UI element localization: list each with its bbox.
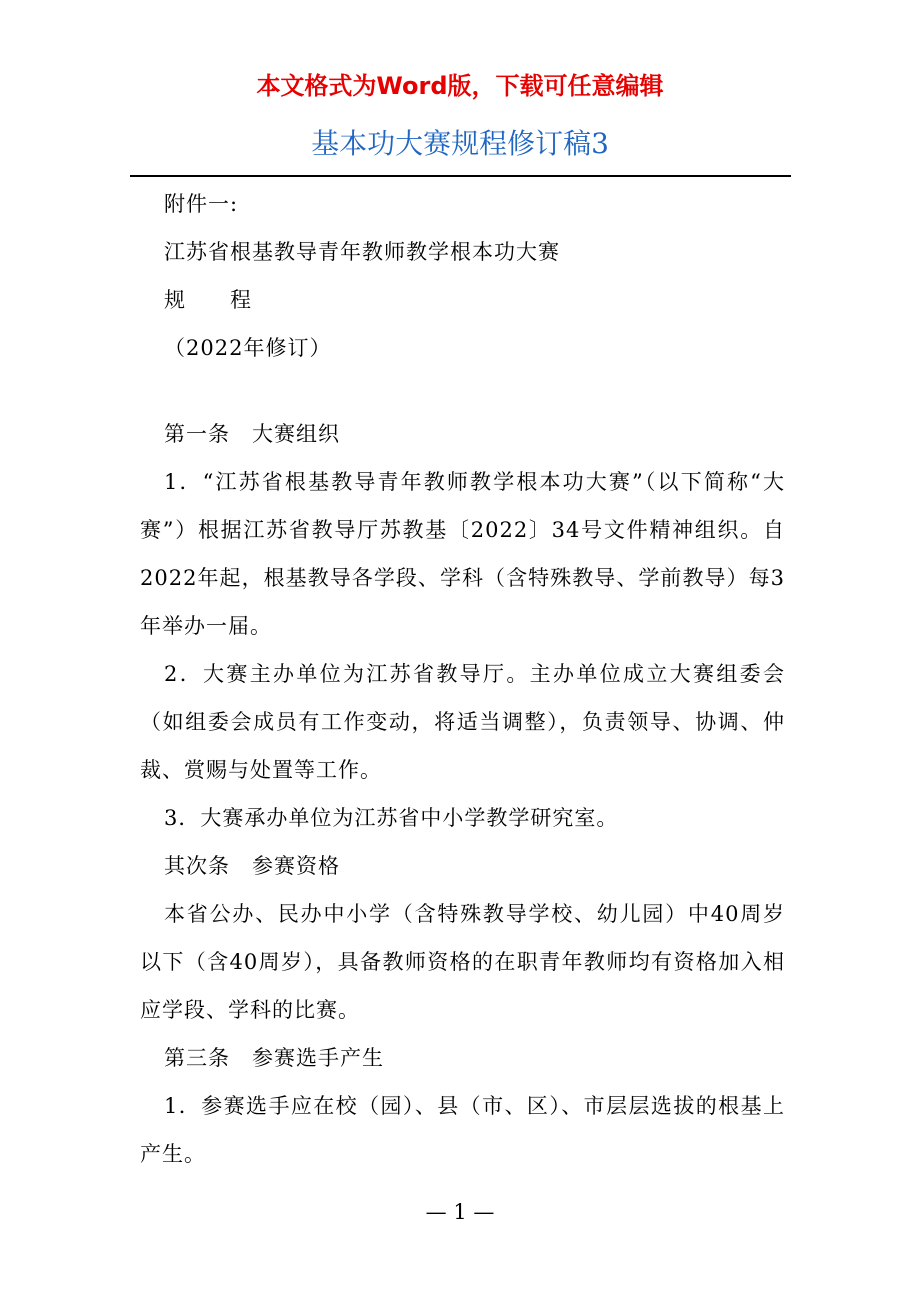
article-3-paragraph-1: 1．参赛选手应在校（园）、县（市、区）、市层层选拔的根基上产生。 xyxy=(140,1094,785,1166)
article-1-title: 第一条 大赛组织 xyxy=(164,422,340,446)
page-number: — 1 — xyxy=(425,1200,495,1224)
article-3-title: 第三条 参赛选手产生 xyxy=(164,1046,384,1070)
attachment-label: 附件一: xyxy=(164,192,239,216)
article-1-paragraph-2: 2．大赛主办单位为江苏省教导厅。主办单位成立大赛组委会（如组委会成员有工作变动，将适当调整），负责领导、协调、仲裁、赏赐与处置等工作。 xyxy=(140,662,785,782)
article-2-paragraph-1: 本省公办、民办中小学（含特殊教导学校、幼儿园）中40周岁以下（含40周岁），具备教师资格的在职青年教师均有资格加入相应学段、学科的比赛。 xyxy=(140,902,785,1022)
article-2-title: 其次条 参赛资格 xyxy=(164,854,340,878)
blank-line xyxy=(140,372,785,410)
title-divider xyxy=(130,175,791,177)
regulation-heading: 江苏省根基教导青年教师教学根本功大赛 xyxy=(164,240,560,264)
regulation-subheading: 规 程 xyxy=(164,288,252,312)
article-1-paragraph-1: 1．“江苏省根基教导青年教师教学根本功大赛”（以下简称“大赛”）根据江苏省教导厅苏教基〔2022〕34号文件精神组织。自2022年起，根基教导各学段、学科（含特殊教导、学前教导）每3年举办一届。 xyxy=(140,470,785,638)
article-1-paragraph-3: 3．大赛承办单位为江苏省中小学教学研究室。 xyxy=(164,806,619,830)
revision-note: （2022年修订） xyxy=(164,336,332,360)
download-banner: 本文格式为Word版，下载可任意编辑 xyxy=(256,72,664,100)
document-title: 基本功大赛规程修订稿3 xyxy=(311,127,609,160)
document-body xyxy=(140,180,785,1178)
